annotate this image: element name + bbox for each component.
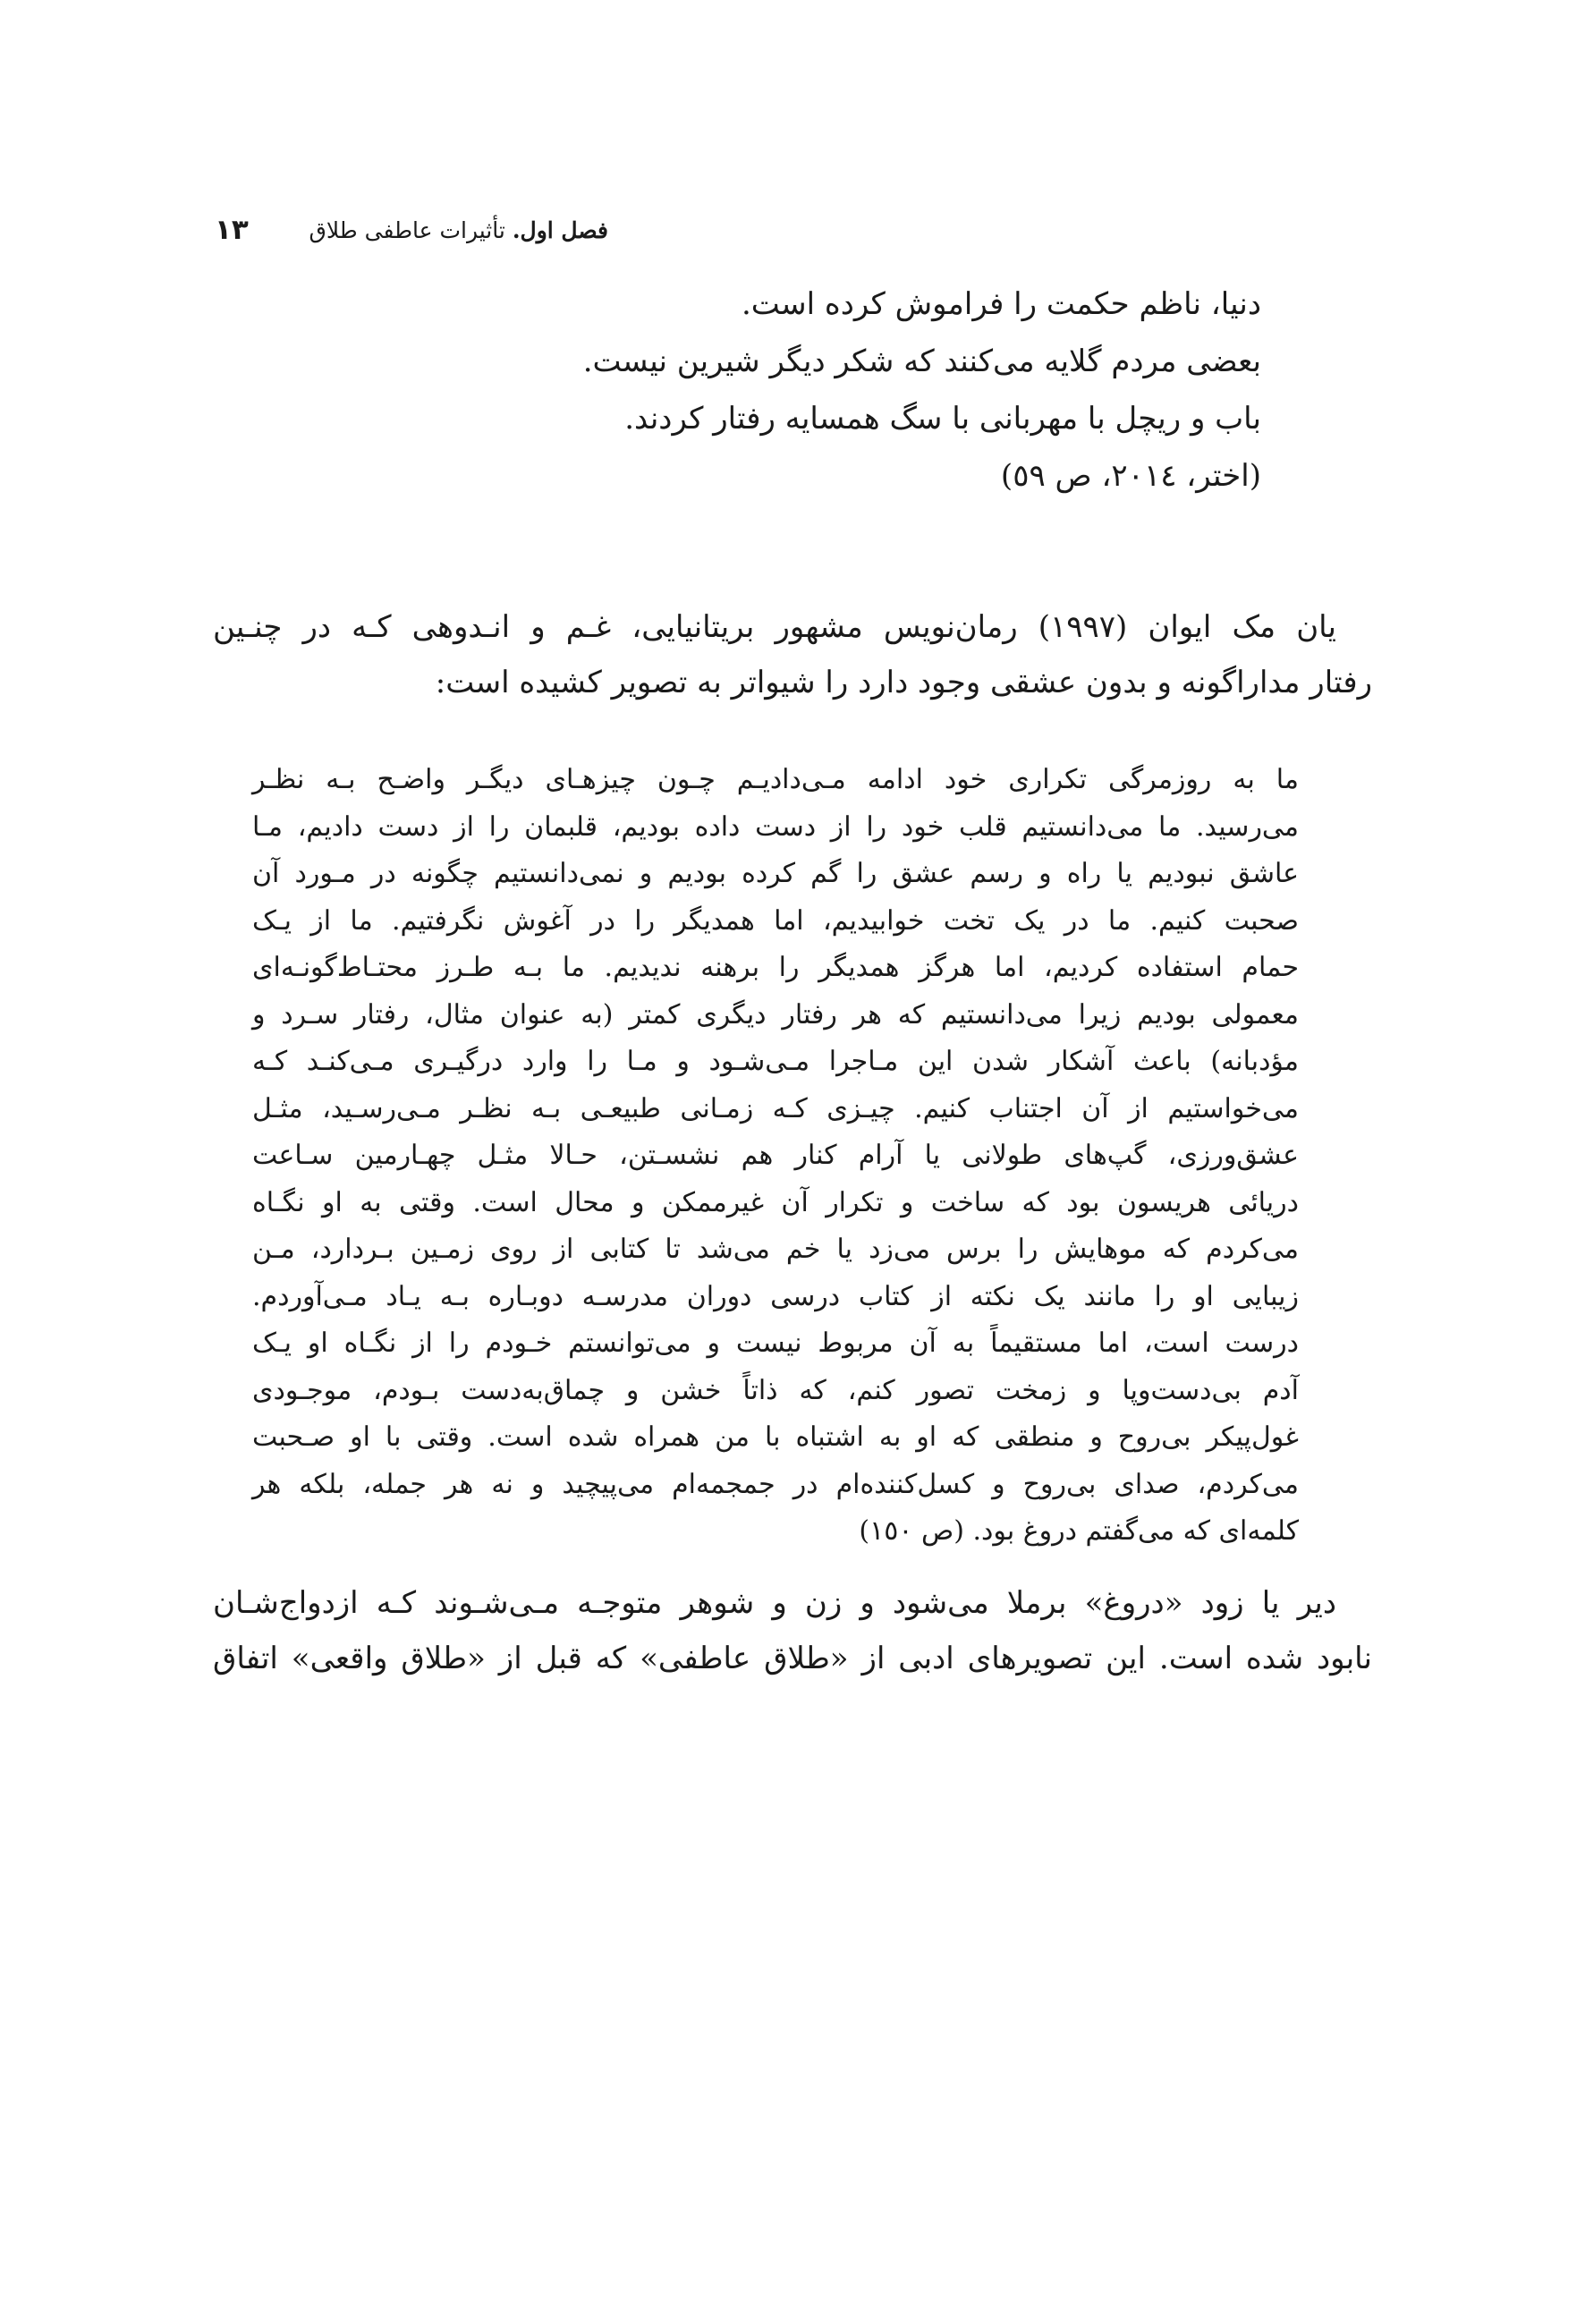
quote-line: دریائی هریسون بود که ساخت و تکرار آن غیرممکن و محال است. وقتی به او نگـاه: [252, 1186, 1299, 1218]
chapter-label: فصل اول.: [512, 216, 608, 243]
paragraph-line: یان مک ایوان (۱۹۹۷) رمان‌نویس مشهور بریتانیایی، غـم و انـدوهی کـه در چنـین: [213, 609, 1336, 645]
body-paragraph: [213, 599, 1372, 710]
poem-line: دنیا، ناظم حکمت را فراموش کرده است.: [741, 286, 1261, 322]
chapter-title: تأثیرات عاطفی طلاق: [309, 216, 505, 243]
running-header: [215, 208, 608, 252]
quote-line: غول‌پیکر بی‌روح و منطقی که او به اشتباه با من همراه شده است. وقتی با او صـحبت: [252, 1421, 1299, 1453]
quote-line: ما به روزمرگی تکراری خود ادامه مـی‌دادیـم چـون چیزهـای دیگـر واضـح بـه نظـر: [252, 764, 1299, 795]
quote-line: درست است، اما مستقیماً به آن مربوط نیست و می‌توانستم خـودم را از نگـاه او یـک: [252, 1327, 1299, 1359]
poem-citation: (اختر، ٢٠١٤، ص ٥٩): [1000, 458, 1261, 494]
poem-line: بعضی مردم گلایه می‌کنند که شکر دیگر شیرین نیست.: [582, 344, 1261, 379]
quote-line: مؤدبانه) باعث آشکار شدن این مـاجرا مـی‌شـود و مـا را وارد درگیـری مـی‌کنـد کـه: [252, 1046, 1299, 1077]
poem-excerpt: [501, 276, 1261, 505]
quote-line: می‌کردم، صدای بی‌روح و کسل‌کننده‌ام در جمجمه‌ام می‌پیچید و نه هر جمله، بلکه هر: [252, 1468, 1299, 1500]
quote-line: معمولی بودیم زیرا می‌دانستیم که هر رفتار دیگری کمتر (به عنوان مثال، رفتار سـرد و: [252, 998, 1299, 1031]
quote-line: صحبت کنیم. ما در یک تخت خوابیدیم، اما همدیگر را در آغوش نگرفتیم. ما از یـک: [252, 904, 1299, 937]
paragraph-line: رفتار مداراگونه و بدون عشقی وجود دارد را شیواتر به تصویر کشیده است:: [435, 665, 1372, 700]
quote-line: کلمه‌ای که می‌گفتم دروغ بود. (ص ١٥٠): [859, 1515, 1299, 1547]
quote-line: می‌رسید. ما می‌دانستیم قلب خود را از دست داده بودیم، قلبمان را از دست دادیم، مـا: [252, 810, 1299, 843]
quote-line: می‌خواستیم از آن اجتناب کنیم. چیـزی کـه زمـانی طبیعـی بـه نظـر مـی‌رسـید، مثـل: [252, 1092, 1299, 1124]
poem-line: باب و ریچل با مهربانی با سگ همسایه رفتار کردند.: [624, 401, 1261, 437]
paragraph-line: دیر یا زود «دروغ» برملا می‌شود و زن و شوهر متوجـه مـی‌شـوند کـه ازدواج‌شـان: [213, 1585, 1337, 1621]
body-paragraph: [213, 1575, 1372, 1686]
paragraph-line: نابود شده است. این تصویرهای ادبی از «طلاق عاطفی» که قبل از «طلاق واقعی» اتفاق: [213, 1641, 1372, 1676]
quote-line: عشق‌ورزی، گپ‌های طولانی یا آرام کنار هم نشسـتن، حـالا مثـل چهـارمین سـاعت: [252, 1140, 1299, 1171]
quote-line: آدم بی‌دست‌وپا و زمخت تصور کنم، که ذاتاً خشن و چماق‌به‌دست بـودم، موجـودی: [252, 1374, 1299, 1406]
chapter-heading: [309, 217, 608, 243]
page-number: ۱۳: [215, 214, 249, 246]
quote-line: زیبایی او را مانند یک نکته از کتاب درسی دوران مدرسـه دوبـاره بـه یـاد مـی‌آوردم.: [252, 1280, 1299, 1312]
block-quote: [252, 757, 1299, 1556]
quote-line: حمام استفاده کردیم، اما هرگز همدیگر را برهنه ندیدیم. ما بـه طـرز محتـاط‌گونـه‌ای: [252, 952, 1299, 983]
quote-line: می‌کردم که موهایش را برس می‌زد یا خم می‌شد تا کتابی از روی زمـین بـردارد، مـن: [252, 1234, 1299, 1265]
quote-line: عاشق نبودیم یا راه و رسم عشق را گم کرده بودیم و نمی‌دانستیم چگونه در مـورد آن: [252, 858, 1299, 889]
